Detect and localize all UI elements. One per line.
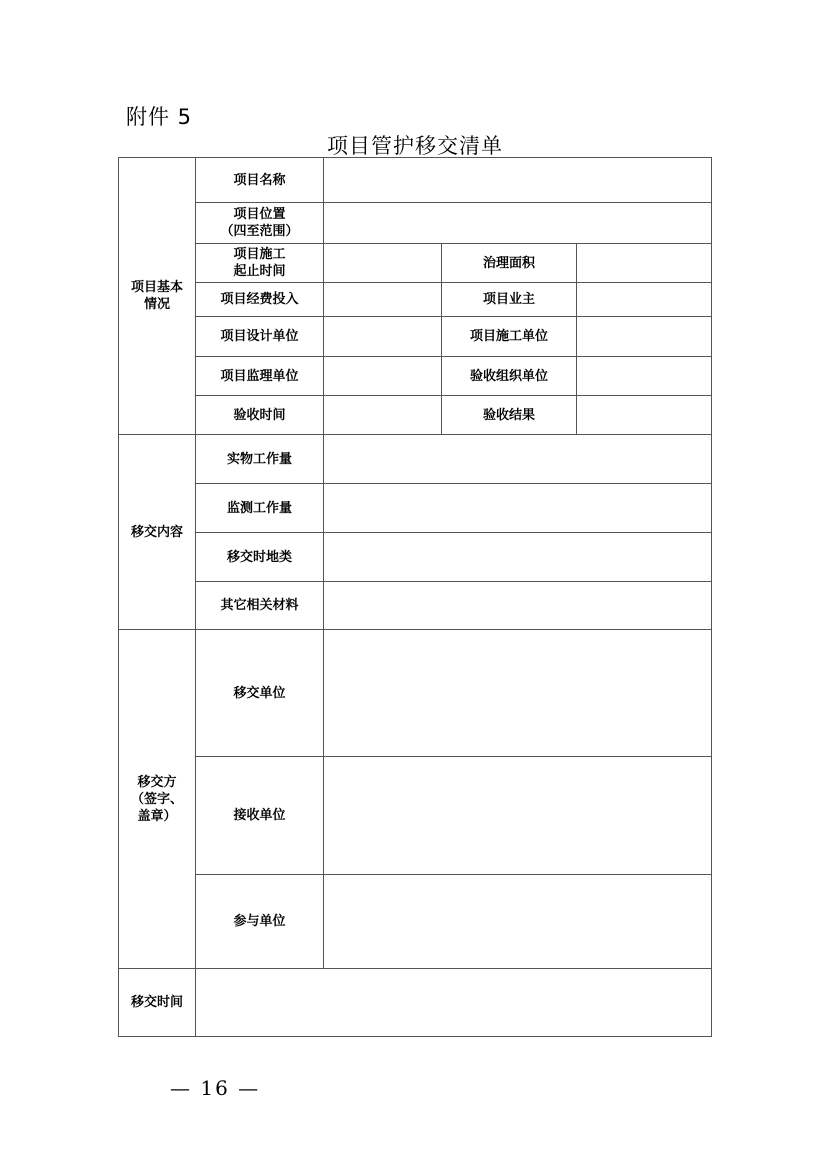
label-land-type: 移交时地类	[196, 533, 324, 582]
field-land-type[interactable]	[324, 533, 712, 582]
field-investment[interactable]	[324, 283, 442, 317]
field-treatment-area[interactable]	[577, 244, 712, 283]
field-construction-unit[interactable]	[577, 317, 712, 357]
label-supervision-unit: 项目监理单位	[196, 357, 324, 396]
label-receiving-unit: 接收单位	[196, 757, 324, 875]
field-monitoring-workload[interactable]	[324, 484, 712, 533]
field-supervision-unit[interactable]	[324, 357, 442, 396]
label-investment: 项目经费投入	[196, 283, 324, 317]
label-construction-unit: 项目施工单位	[442, 317, 577, 357]
field-transferring-unit[interactable]	[324, 630, 712, 757]
label-monitoring-workload: 监测工作量	[196, 484, 324, 533]
label-design-unit: 项目设计单位	[196, 317, 324, 357]
field-owner[interactable]	[577, 283, 712, 317]
label-construction-period: 项目施工 起止时间	[196, 244, 324, 283]
label-handover-time: 移交时间	[119, 969, 196, 1037]
page-number: — 16 —	[170, 1076, 261, 1100]
label-physical-workload: 实物工作量	[196, 435, 324, 484]
field-acceptance-org-unit[interactable]	[577, 357, 712, 396]
label-acceptance-time: 验收时间	[196, 396, 324, 435]
field-receiving-unit[interactable]	[324, 757, 712, 875]
field-acceptance-time[interactable]	[324, 396, 442, 435]
field-project-location[interactable]	[324, 203, 712, 244]
label-owner: 项目业主	[442, 283, 577, 317]
field-physical-workload[interactable]	[324, 435, 712, 484]
field-construction-period[interactable]	[324, 244, 442, 283]
field-handover-time[interactable]	[196, 969, 712, 1037]
field-project-name[interactable]	[324, 158, 712, 203]
field-acceptance-result[interactable]	[577, 396, 712, 435]
label-participating-unit: 参与单位	[196, 875, 324, 969]
label-other-materials: 其它相关材料	[196, 582, 324, 630]
section-basic-info: 项目基本 情况	[119, 158, 196, 435]
handover-form-table	[118, 157, 712, 1037]
section-handover-parties: 移交方 （签字、 盖章）	[119, 630, 196, 969]
section-handover-content: 移交内容	[119, 435, 196, 630]
label-project-location: 项目位置 （四至范围）	[196, 203, 324, 244]
label-acceptance-org-unit: 验收组织单位	[442, 357, 577, 396]
label-acceptance-result: 验收结果	[442, 396, 577, 435]
attachment-label: 附件 5	[126, 105, 193, 129]
field-other-materials[interactable]	[324, 582, 712, 630]
document-title: 项目管护移交清单	[327, 134, 503, 158]
label-transferring-unit: 移交单位	[196, 630, 324, 757]
field-participating-unit[interactable]	[324, 875, 712, 969]
label-treatment-area: 治理面积	[442, 244, 577, 283]
label-project-name: 项目名称	[196, 158, 324, 203]
field-design-unit[interactable]	[324, 317, 442, 357]
